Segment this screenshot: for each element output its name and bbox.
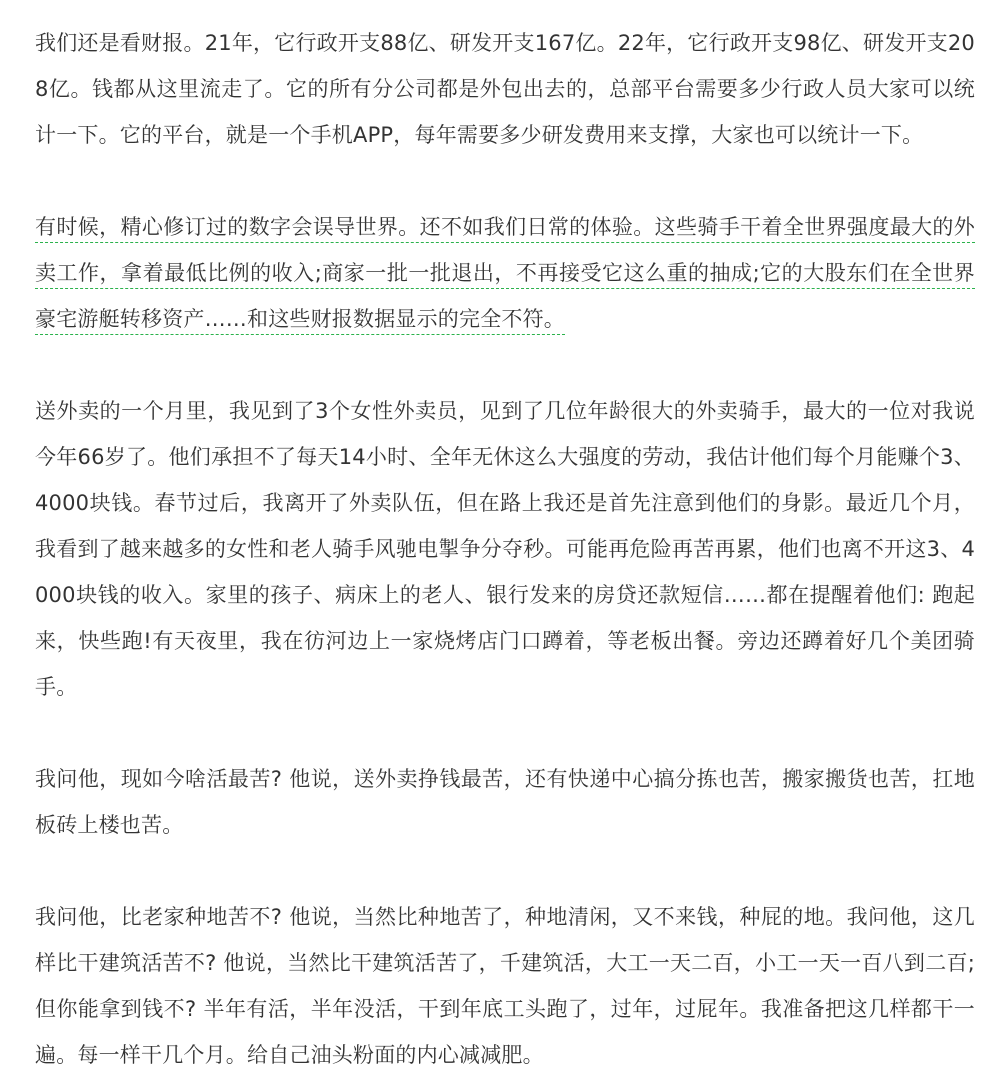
paragraph-hardest-job-question: 我问他，现如今啥活最苦? 他说，送外卖挣钱最苦，还有快递中心搞分拣也苦，搬家搬货也苦，扛地板砖上楼也苦。: [35, 767, 975, 837]
highlighted-text[interactable]: 有时候，精心修订过的数字会误导世界。还不如我们日常的体验。这些骑手干着全世界强度最大的外卖工作，拿着最低比例的收入;商家一批一批退出，不再接受它这么重的抽成;它的大股东们在全世界豪宅游艇转移资产……和这些财报数据显示的完全不符。: [35, 215, 975, 331]
paragraph-farming-comparison: 我问他，比老家种地苦不? 他说，当然比种地苦了，种地清闲，又不来钱，种屁的地。我问他，这几样比干建筑活苦不? 他说，当然比干建筑活苦了，千建筑活，大工一天二百，小工一天一百八到二百;但你能拿到钱不? 半年有活，半年没活，干到年底工头跑了，过年，过屁年。我准备把这几样都干一遍。每一样干几个月。给自己油头粉面的内心减减肥。: [35, 905, 975, 1067]
paragraph-financial-report: 我们还是看财报。21年，它行政开支88亿、研发开支167亿。22年，它行政开支98亿、研发开支208亿。钱都从这里流走了。它的所有分公司都是外包出去的，总部平台需要多少行政人员大家可以统计一下。它的平台，就是一个手机APP，每年需要多少研发费用来支撑，大家也可以统计一下。: [35, 31, 975, 147]
paragraph-highlighted-quote[interactable]: [35, 204, 975, 342]
article-body: [35, 20, 975, 1078]
paragraph-delivery-experience: 送外卖的一个月里，我见到了3个女性外卖员，见到了几位年龄很大的外卖骑手，最大的一位对我说今年66岁了。他们承担不了每天14小时、全年无休这么大强度的劳动，我估计他们每个月能赚个3、4000块钱。春节过后，我离开了外卖队伍，但在路上我还是首先注意到他们的身影。最近几个月，我看到了越来越多的女性和老人骑手风驰电掣争分夺秒。可能再危险再苦再累，他们也离不开这3、4000块钱的收入。家里的孩子、病床上的老人、银行发来的房贷还款短信……都在提醒着他们: 跑起来，快些跑!有天夜里，我在彷河边上一家烧烤店门口蹲着，等老板出餐。旁边还蹲着好几个美团骑手。: [35, 399, 975, 699]
